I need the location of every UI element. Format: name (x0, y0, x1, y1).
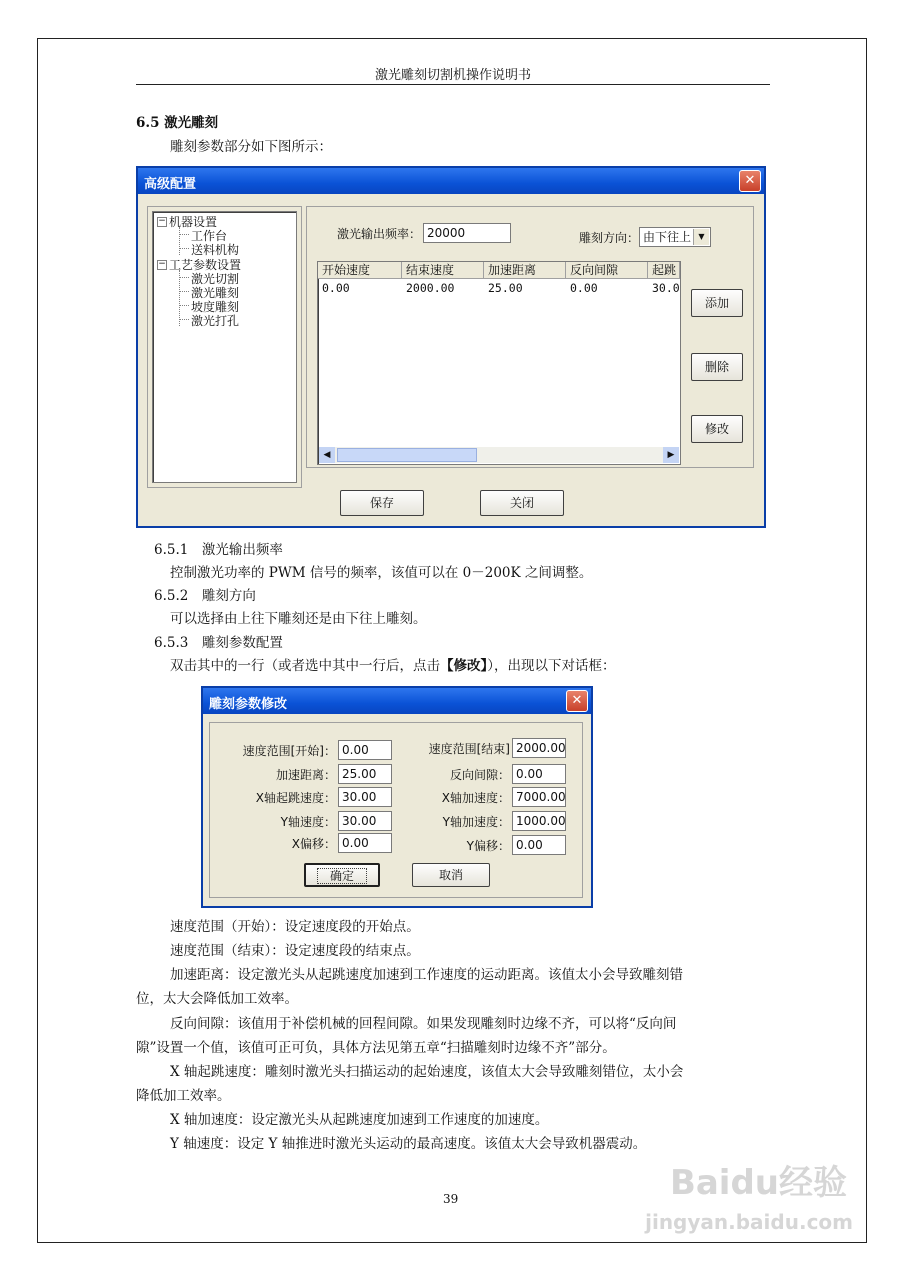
scroll-left-icon[interactable]: ◀ (319, 447, 335, 463)
backlash-label: 反向间隙： (449, 768, 510, 782)
tree-item-engrave[interactable]: 激光雕刻 (191, 286, 240, 300)
cell-backlash[interactable]: 0.00 (570, 281, 598, 295)
start-speed-input[interactable]: 0.00 (338, 740, 392, 760)
close-icon[interactable]: ✕ (566, 690, 588, 712)
tree-view[interactable] (152, 211, 297, 483)
cell-acc[interactable]: 25.00 (488, 281, 523, 295)
cell-jump[interactable]: 30.0 (652, 281, 680, 295)
col-header-acc[interactable]: 加速距离 (484, 262, 566, 279)
tree-line (179, 277, 189, 278)
cell-start[interactable]: 0.00 (322, 281, 350, 295)
y-speed-label: Y轴速度： (280, 815, 336, 829)
fields-panel (209, 722, 583, 898)
dropdown-arrow-icon[interactable]: ▼ (693, 229, 709, 245)
watermark-url: jingyan.baidu.com (645, 1210, 853, 1234)
sub-text-3a: 双击其中的一行（或者选中其中一行后，点击 (170, 658, 440, 674)
horizontal-scrollbar[interactable] (319, 447, 679, 463)
params-panel (306, 206, 754, 468)
tree-line (179, 270, 180, 326)
close-button[interactable]: 关闭 (480, 490, 564, 516)
col-header-jump[interactable]: 起跳 (648, 262, 680, 279)
desc-start-speed: 速度范围（开始）：设定速度段的开始点。 (170, 919, 420, 935)
modify-button[interactable]: 修改 (691, 415, 743, 443)
desc-acc-dist-2: 位，太大会降低加工效率。 (136, 991, 298, 1007)
col-header-start[interactable]: 开始速度 (318, 262, 402, 279)
running-header: 激光雕刻切割机操作说明书 (374, 68, 531, 83)
tree-item-machine[interactable]: 机器设置 (169, 215, 218, 229)
backlash-input[interactable]: 0.00 (512, 764, 566, 784)
ok-button-label: 确定 (317, 868, 367, 884)
ok-button[interactable] (304, 863, 380, 887)
sub-text-2: 可以选择由上往下雕刻还是由下往上雕刻。 (170, 611, 427, 627)
close-icon[interactable]: ✕ (739, 170, 761, 192)
sub-text-3 (170, 657, 616, 675)
col-header-end[interactable]: 结束速度 (402, 262, 484, 279)
dialog-title: 高级配置 (144, 177, 197, 192)
tree-line (179, 319, 189, 320)
save-button[interactable]: 保存 (340, 490, 424, 516)
x-jump-label: X轴起跳速度： (255, 791, 336, 805)
sub-text-1: 控制激光功率的 PWM 信号的频率，该值可以在 0－200K 之间调整。 (170, 565, 593, 581)
add-button[interactable]: 添加 (691, 289, 743, 317)
sub-heading-1: 6.5.1 激光输出频率 (154, 542, 283, 558)
acc-dist-input[interactable]: 25.00 (338, 764, 392, 784)
desc-x-jump-1: X 轴起跳速度：雕刻时激光头扫描运动的起始速度，该值太大会导致雕刻错位，太小会 (170, 1064, 684, 1080)
tree-line (179, 291, 189, 292)
dialog-titlebar (203, 688, 591, 714)
section-heading: 6.5 激光雕刻 (136, 115, 219, 131)
tree-line (179, 234, 189, 235)
desc-end-speed: 速度范围（结束）：设定速度段的结束点。 (170, 943, 420, 959)
header-rule (136, 84, 770, 85)
tree-item-drill[interactable]: 激光打孔 (191, 314, 240, 328)
desc-y-speed: Y 轴速度：设定 Y 轴推进时激光头运动的最高速度。该值太大会导致机器震动。 (170, 1136, 647, 1152)
y-acc-input[interactable]: 1000.00 (512, 811, 566, 831)
dialog-titlebar (138, 168, 764, 194)
cancel-button[interactable]: 取消 (412, 863, 490, 887)
y-acc-label: Y轴加速度： (442, 815, 510, 829)
engrave-params-dialog (201, 686, 593, 908)
page-number: 39 (443, 1192, 459, 1206)
desc-acc-dist-1: 加速距离：设定激光头从起跳速度加速到工作速度的运动距离。该值太小会导致雕刻错 (170, 967, 683, 983)
tree-item-worktable[interactable]: 工作台 (191, 229, 228, 243)
delete-button[interactable]: 删除 (691, 353, 743, 381)
x-acc-label: X轴加速度： (441, 791, 510, 805)
start-speed-label: 速度范围[开始]： (242, 744, 336, 758)
cell-end[interactable]: 2000.00 (406, 281, 455, 295)
desc-backlash-1: 反向间隙：该值用于补偿机械的回程间隙。如果发现雕刻时边缘不齐，可以将“反向间 (170, 1016, 677, 1032)
y-offset-label: Y偏移： (466, 839, 510, 853)
freq-input[interactable]: 20000 (423, 223, 511, 243)
scroll-thumb[interactable] (337, 448, 477, 462)
sub-heading-2: 6.5.2 雕刻方向 (154, 588, 256, 604)
modify-emphasis: 【修改】 (440, 658, 488, 674)
direction-select[interactable] (639, 227, 711, 247)
tree-item-feeder[interactable]: 送料机构 (191, 243, 240, 257)
x-jump-input[interactable]: 30.00 (338, 787, 392, 807)
end-speed-input[interactable]: 2000.00 (512, 738, 566, 758)
desc-x-jump-2: 降低加工效率。 (136, 1088, 231, 1104)
y-offset-input[interactable]: 0.00 (512, 835, 566, 855)
collapse-icon[interactable]: − (158, 216, 166, 226)
tree-panel (147, 206, 302, 488)
collapse-icon[interactable]: − (158, 259, 166, 269)
scroll-right-icon[interactable]: ▶ (663, 447, 679, 463)
tree-item-cut[interactable]: 激光切割 (191, 272, 240, 286)
col-header-backlash[interactable]: 反向间隙 (566, 262, 648, 279)
params-list[interactable] (317, 261, 681, 465)
tree-line (179, 305, 189, 306)
tree-item-process[interactable]: 工艺参数设置 (169, 258, 242, 272)
x-offset-input[interactable]: 0.00 (338, 833, 392, 853)
direction-label: 雕刻方向： (579, 231, 640, 245)
x-acc-input[interactable]: 7000.00 (512, 787, 566, 807)
advanced-config-dialog (136, 166, 766, 528)
direction-value: 由下往上 (643, 230, 692, 244)
x-offset-label: X偏移： (291, 837, 336, 851)
freq-label: 激光输出频率： (337, 227, 422, 241)
desc-x-acc: X 轴加速度：设定激光头从起跳速度加速到工作速度的加速度。 (170, 1112, 549, 1128)
end-speed-label: 速度范围[结束] (428, 742, 510, 756)
acc-dist-label: 加速距离： (275, 768, 336, 782)
y-speed-input[interactable]: 30.00 (338, 811, 392, 831)
tree-line (179, 248, 189, 249)
section-intro: 雕刻参数部分如下图所示： (170, 139, 332, 155)
desc-backlash-2: 隙”设置一个值，该值可正可负，具体方法见第五章“扫描雕刻时边缘不齐”部分。 (136, 1040, 616, 1056)
sub-heading-3: 6.5.3 雕刻参数配置 (154, 635, 283, 651)
sub-text-3c: ），出现以下对话框： (487, 658, 616, 674)
dialog-title: 雕刻参数修改 (209, 697, 288, 712)
watermark-logo: Baidu经验 (669, 1163, 847, 1203)
tree-line (179, 227, 180, 255)
tree-item-slope[interactable]: 坡度雕刻 (191, 300, 240, 314)
